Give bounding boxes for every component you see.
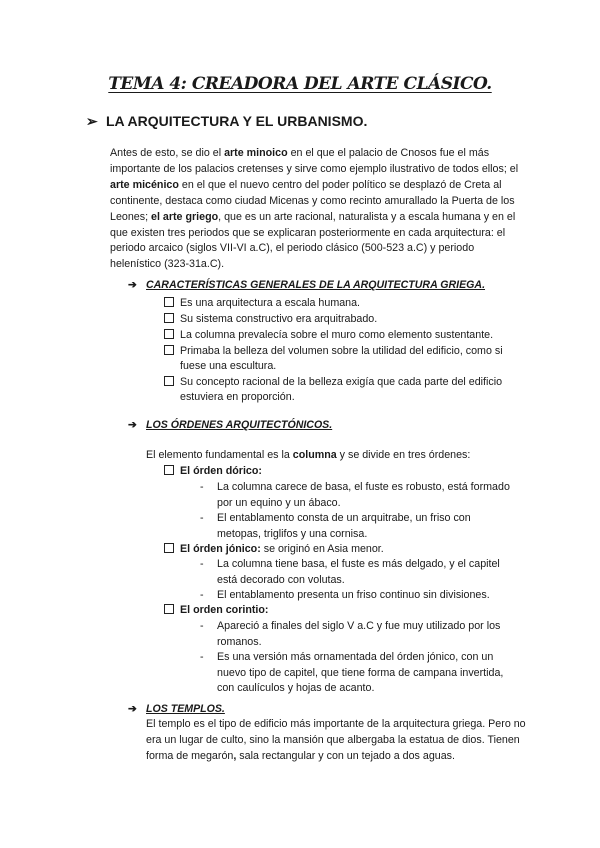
arrowhead-bullet-icon: ➢ bbox=[86, 113, 98, 129]
intro-bold-griego: el arte griego bbox=[151, 210, 219, 223]
intro-paragraph bbox=[110, 146, 522, 273]
order-corintio bbox=[164, 603, 268, 619]
checklist-item bbox=[164, 344, 503, 360]
intro-text: en el que el palacio de Cnosos fue el más importante de los palacios cretenses y sirve como ejemplo ilustrativo de todos ellos; el bbox=[110, 147, 519, 175]
intro-text: en el que el nuevo centro del poder político se desplazó de Creta al continente, destaca como ciudad Micenas y como recinto amurallado la Puerta de los Leones; bbox=[110, 178, 515, 223]
dash-text: El entablamento consta de un arquitrabe, un friso con metopas, triglifos y una cornisa. bbox=[217, 512, 471, 540]
dash-text: El entablamento presenta un friso continuo sin divisiones. bbox=[217, 589, 490, 601]
dash-text: La columna tiene basa, el fuste es más delgado, y el capitel está decorado con volutas. bbox=[217, 558, 500, 586]
checkbox-icon bbox=[164, 313, 174, 323]
subheading-ordenes bbox=[128, 419, 332, 431]
intro-bold-micenico: arte micénico bbox=[110, 178, 179, 191]
checklist-continuation bbox=[180, 390, 295, 406]
section-heading-text: LA ARQUITECTURA Y EL URBANISMO. bbox=[106, 113, 368, 129]
checklist-continuation bbox=[180, 359, 276, 375]
dash-bullet: - bbox=[200, 558, 204, 570]
checklist-text: Su concepto racional de la belleza exigía que cada parte del edificio bbox=[180, 376, 503, 388]
order-label: El órden dórico: bbox=[180, 465, 262, 477]
templos-text: sala rectangular y con un tejado a dos aguas. bbox=[236, 749, 455, 762]
order-dorico bbox=[164, 464, 262, 480]
checkbox-icon bbox=[164, 376, 174, 386]
dash-item bbox=[200, 619, 517, 650]
checkbox-icon bbox=[164, 329, 174, 339]
checklist-item bbox=[164, 312, 377, 328]
checklist-text: Primaba la belleza del volumen sobre la utilidad del edificio, como si bbox=[180, 345, 503, 357]
checkbox-icon bbox=[164, 345, 174, 355]
dash-bullet: - bbox=[200, 512, 204, 524]
dash-text: Es una versión más ornamentada del órden jónico, con un nuevo tipo de capitel, que tiene forma de campana invertida, con caulículos y hojas de acanto. bbox=[217, 651, 504, 695]
dash-item bbox=[200, 557, 517, 588]
checkbox-icon bbox=[164, 465, 174, 475]
dash-item bbox=[200, 650, 517, 697]
arrow-bullet-icon: ➔ bbox=[128, 703, 137, 715]
section-heading-arquitectura bbox=[86, 113, 367, 130]
subheading-text: LOS ÓRDENES ARQUITECTÓNICOS. bbox=[146, 419, 333, 431]
ordenes-intro-text: y se divide en tres órdenes: bbox=[336, 449, 471, 461]
checkbox-icon bbox=[164, 543, 174, 553]
checklist-text: fuese una escultura. bbox=[180, 360, 277, 372]
intro-text: , que es un arte racional, naturalista y a escala humana y en el que existen tres periodos que se explicaran posteriormente en cada arquitectura: el periodo arcaico (siglos VII-VI a.C), el periodo clásico (500-523 a.C) y periodo helenístico (323-31a.C). bbox=[110, 210, 516, 271]
templos-bold: , bbox=[233, 749, 237, 762]
checklist-text: La columna prevalecía sobre el muro como elemento sustentante. bbox=[180, 329, 494, 341]
dash-text: Apareció a finales del siglo V a.C y fue muy utilizado por los romanos. bbox=[217, 620, 501, 648]
order-rest-text: se originó en Asia menor. bbox=[260, 543, 384, 555]
checkbox-icon bbox=[164, 604, 174, 614]
checkbox-icon bbox=[164, 297, 174, 307]
dash-bullet: - bbox=[200, 620, 204, 632]
intro-text: Antes de esto, se dio el bbox=[110, 147, 225, 159]
dash-item bbox=[200, 588, 517, 604]
dash-item bbox=[200, 511, 517, 542]
checklist-text: estuviera en proporción. bbox=[180, 391, 295, 403]
checklist-item bbox=[164, 375, 502, 391]
dash-bullet: - bbox=[200, 651, 204, 663]
subheading-text: CARACTERÍSTICAS GENERALES DE LA ARQUITECTURA GRIEGA. bbox=[146, 279, 486, 291]
subheading-caracteristicas bbox=[128, 279, 485, 291]
order-jonico bbox=[164, 542, 384, 558]
checklist-item bbox=[164, 296, 360, 312]
dash-bullet: - bbox=[200, 589, 204, 601]
dash-text: La columna carece de basa, el fuste es robusto, está formado por un equino y un ábaco. bbox=[217, 481, 510, 509]
ordenes-intro bbox=[146, 448, 470, 464]
templos-text: El templo es el tipo de edificio más importante de la arquitectura griega. Pero no era un lugar de culto, sino la mansión que albergaba la estatua de dios. Tienen forma de megarón bbox=[146, 718, 526, 762]
checklist-text: Su sistema constructivo era arquitrabado. bbox=[180, 313, 378, 325]
checklist-item bbox=[164, 328, 493, 344]
ordenes-intro-bold: columna bbox=[292, 449, 337, 461]
ordenes-intro-text: El elemento fundamental es la bbox=[146, 449, 293, 461]
templos-paragraph bbox=[146, 717, 531, 765]
arrow-bullet-icon: ➔ bbox=[128, 279, 137, 291]
subheading-templos bbox=[128, 703, 225, 715]
arrow-bullet-icon: ➔ bbox=[128, 419, 137, 431]
subheading-text: LOS TEMPLOS. bbox=[146, 703, 225, 715]
dash-bullet: - bbox=[200, 481, 204, 493]
dash-item bbox=[200, 480, 517, 511]
intro-bold-minoico: arte minoico bbox=[224, 147, 288, 159]
order-label: El órden jónico: bbox=[180, 543, 261, 555]
page-title: TEMA 4: CREADORA DEL ARTE CLÁSICO. bbox=[108, 74, 492, 94]
order-label: El orden corintio: bbox=[180, 604, 269, 616]
checklist-text: Es una arquitectura a escala humana. bbox=[180, 297, 361, 309]
